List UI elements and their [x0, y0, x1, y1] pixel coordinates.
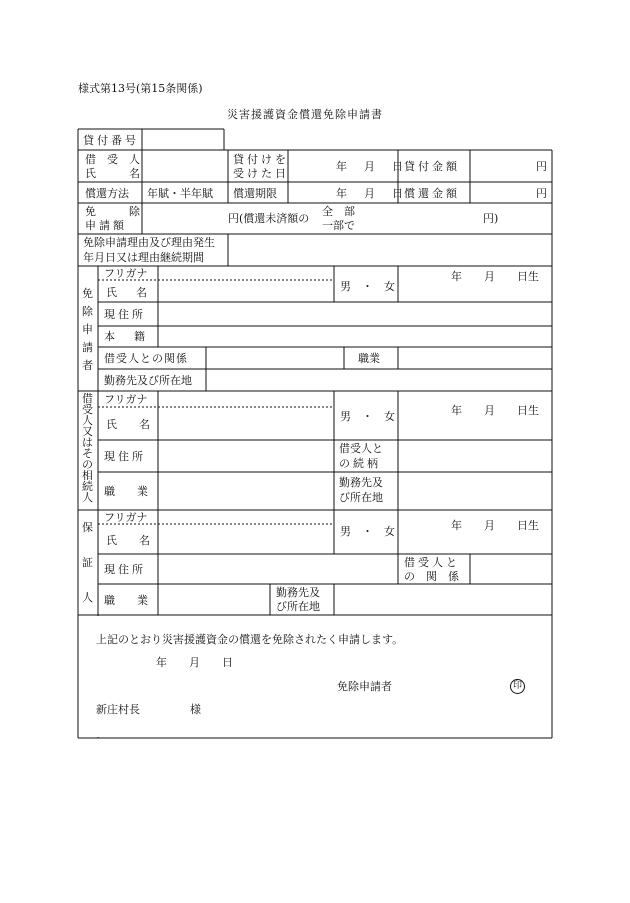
- statement-text: 上記のとおり災害援護資金の償還を免除されたく申請します。: [96, 633, 404, 646]
- addressee-label: 新庄村長: [96, 703, 140, 716]
- guarantor-occupation-field[interactable]: [159, 585, 269, 614]
- applicant-address-field[interactable]: [159, 303, 551, 325]
- heir-address-label: 現住所: [104, 450, 146, 463]
- loan-date-label: 貸付けを: [233, 153, 289, 166]
- borrower-label: 借 受 人: [85, 153, 140, 166]
- loan-amount-yen[interactable]: 円: [536, 160, 547, 173]
- guarantor-workplace-label-2: び所在地: [276, 600, 320, 613]
- heir-furigana-label: フリガナ: [104, 393, 148, 406]
- applicant-sex[interactable]: 男 ・ 女: [340, 280, 395, 293]
- guarantor-relation-field[interactable]: [471, 555, 551, 583]
- heir-occupation-label: 職 業: [104, 485, 148, 498]
- exemption-part[interactable]: 一部で: [322, 219, 355, 232]
- heir-side-label-2: 受: [82, 403, 93, 416]
- applicant-name-field[interactable]: [159, 281, 333, 301]
- loan-date-value[interactable]: 年 月 日: [336, 160, 406, 173]
- seal-icon: 印: [510, 679, 525, 694]
- applicant-relation-field[interactable]: [207, 348, 343, 368]
- applicant-workplace-label: 勤務先及び所在地: [104, 374, 192, 387]
- reason-field[interactable]: [229, 235, 551, 265]
- heir-relation-label: 借受人と: [339, 442, 383, 455]
- guarantor-occupation-label: 職 業: [104, 594, 148, 607]
- guarantor-address-label: 現住所: [104, 563, 146, 576]
- loan-amount-label: 貸付金額: [404, 160, 460, 173]
- applicant-address-label: 現住所: [104, 308, 146, 321]
- loan-date-label-2: 受けた日: [233, 167, 289, 180]
- guarantor-sex[interactable]: 男 ・ 女: [340, 525, 395, 538]
- guarantor-relation-label: 借受人と: [404, 556, 460, 569]
- heir-side-label-4: 又: [82, 425, 93, 438]
- guarantor-name-field[interactable]: [159, 525, 333, 553]
- heir-side-label-1: 借: [82, 392, 93, 405]
- heir-workplace-label: 勤務先及: [339, 476, 383, 489]
- applicant-signature-label: 免除申請者: [337, 680, 392, 693]
- heir-relation-field[interactable]: [399, 441, 551, 471]
- applicant-side-label-2: 除: [82, 305, 93, 318]
- guarantor-side-label-1: 保: [82, 521, 93, 534]
- repayment-period-label: 償還期限: [233, 187, 277, 200]
- heir-name-label: 氏 名: [106, 418, 150, 431]
- applicant-honseki-field[interactable]: [159, 327, 551, 346]
- guarantor-furigana-label: フリガナ: [104, 511, 148, 524]
- guarantor-birth[interactable]: 年 月 日生: [451, 519, 539, 532]
- application-date[interactable]: 年 月 日: [156, 656, 233, 669]
- heir-side-label-7: の: [82, 458, 93, 471]
- heir-name-field[interactable]: [159, 408, 333, 439]
- heir-sex[interactable]: 男 ・ 女: [340, 410, 395, 423]
- reason-label-2: 年月日又は理由継続期間: [83, 251, 204, 264]
- repayment-method-label: 償還方法: [85, 187, 129, 200]
- guarantor-workplace-field[interactable]: [335, 585, 551, 614]
- guarantor-side-label-2: 証: [82, 556, 93, 569]
- heir-side-label-10: 人: [82, 491, 93, 504]
- form-number: 様式第13号(第15条関係): [78, 82, 203, 95]
- reason-label: 免除申請理由及び理由発生: [83, 236, 215, 249]
- applicant-occupation-field[interactable]: [399, 348, 551, 368]
- heir-birth[interactable]: 年 月 日生: [451, 404, 539, 417]
- applicant-occupation-label: 職業: [358, 352, 380, 365]
- heir-side-label-3: 人: [82, 414, 93, 427]
- exemption-unpaid-text: 円(償還未済額の: [228, 212, 310, 225]
- applicant-name-label: 氏 名: [106, 286, 151, 299]
- applicant-side-label-5: 者: [82, 359, 93, 372]
- guarantor-relation-label-2: の 関 係: [404, 570, 459, 583]
- heir-side-label-8: 相: [82, 469, 93, 482]
- applicant-side-label-1: 免: [82, 287, 93, 300]
- repayment-amount-yen[interactable]: 円: [536, 187, 547, 200]
- applicant-furigana-label: フリガナ: [104, 267, 148, 280]
- exemption-close: 円): [483, 212, 499, 225]
- repayment-method-value[interactable]: 年賦・半年賦: [147, 187, 213, 200]
- applicant-birth[interactable]: 年 月 日生: [451, 270, 539, 283]
- guarantor-address-field[interactable]: [159, 555, 397, 583]
- borrower-name-field[interactable]: [143, 151, 227, 181]
- exemption-amount-label: 申請額: [85, 219, 127, 232]
- loan-number-field[interactable]: [143, 130, 223, 149]
- applicant-honseki-label: 本 籍: [104, 330, 149, 343]
- heir-address-field[interactable]: [159, 441, 333, 471]
- heir-occupation-field[interactable]: [159, 473, 333, 509]
- applicant-side-label-4: 請: [82, 341, 93, 354]
- guarantor-workplace-label: 勤務先及: [276, 586, 320, 599]
- heir-workplace-field[interactable]: [399, 473, 551, 509]
- loan-number-label: 貸付番号: [83, 134, 139, 147]
- heir-side-label-5: は: [82, 436, 93, 449]
- repayment-period-value[interactable]: 年 月 日: [336, 187, 406, 200]
- applicant-relation-label: 借受人との関係: [104, 352, 188, 365]
- form-title: 災害援護資金償還免除申請書: [227, 108, 383, 121]
- exemption-all[interactable]: 全 部: [322, 205, 355, 218]
- borrower-name-label: 氏 名: [85, 167, 140, 180]
- heir-relation-label-2: の続柄: [339, 457, 381, 470]
- applicant-workplace-field[interactable]: [207, 370, 551, 390]
- repayment-amount-label: 償還金額: [404, 187, 460, 200]
- guarantor-name-label: 氏 名: [106, 534, 150, 547]
- guarantor-side-label-3: 人: [82, 591, 93, 604]
- heir-side-label-6: そ: [82, 447, 93, 460]
- exemption-label: 免 除: [85, 205, 140, 218]
- addressee-honorific: 様: [190, 703, 201, 716]
- applicant-side-label-3: 申: [82, 323, 93, 336]
- heir-side-label-9: 続: [82, 480, 93, 493]
- heir-workplace-label-2: び所在地: [339, 491, 383, 504]
